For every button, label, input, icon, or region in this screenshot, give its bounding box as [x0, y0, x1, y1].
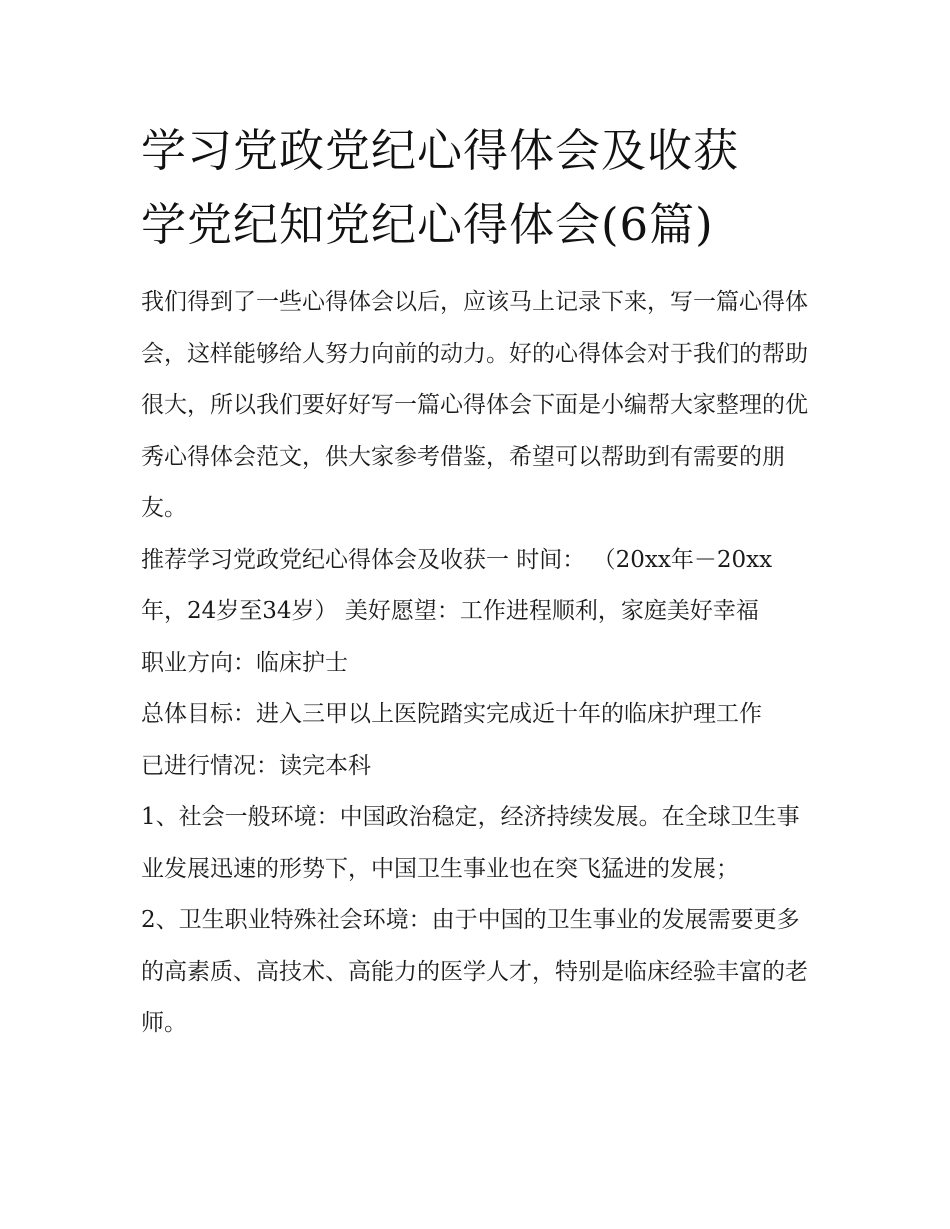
social-environment-paragraph: 1、社会一般环境：中国政治稳定，经济持续发展。在全球卫生事业发展迅速的形势下，中国卫生事业也在突飞猛进的发展； [141, 804, 800, 882]
document-body [141, 277, 817, 1050]
health-profession-paragraph: 2、卫生职业特殊社会环境：由于中国的卫生事业的发展需要更多的高素质、高技术、高能力的医学人才，特别是临床经验丰富的老师。 [141, 907, 808, 1036]
career-direction-paragraph: 职业方向：临床护士 [141, 649, 348, 676]
overall-goal-paragraph: 总体目标：进入三甲以上医院踏实完成近十年的临床护理工作 [141, 701, 762, 727]
title-line-1: 学习党政党纪心得体会及收获 [141, 124, 740, 177]
recommendation-paragraph: 推荐学习党政党纪心得体会及收获一 时间： （20xx年－20xx年，24岁至34岁） 美好愿望：工作进程顺利，家庭美好幸福 [141, 546, 773, 624]
intro-paragraph: 我们得到了一些心得体会以后，应该马上记录下来，写一篇心得体会，这样能够给人努力向前的动力。好的心得体会对于我们的帮助很大，所以我们要好好写一篇心得体会下面是小编帮大家整理的优秀心得体会范文，供大家参考借鉴，希望可以帮助到有需要的朋友。 [141, 289, 808, 521]
document-title [141, 114, 821, 262]
title-line-2: 学党纪知党纪心得体会(6篇) [141, 198, 714, 251]
progress-paragraph: 已进行情况：读完本科 [141, 752, 371, 779]
